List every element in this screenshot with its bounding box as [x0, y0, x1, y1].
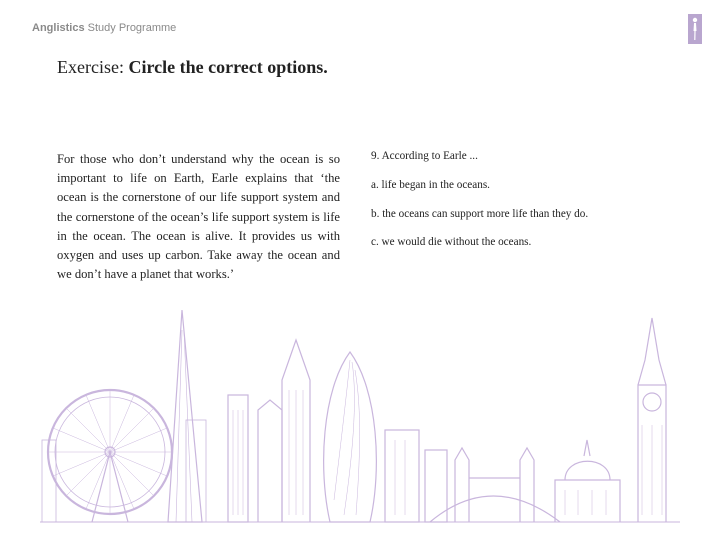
clock-tower-icon	[638, 318, 666, 522]
question-stem: 9. According to Earle ...	[371, 150, 478, 162]
london-skyline-illustration	[0, 300, 720, 540]
tower-bridge-icon	[430, 448, 560, 522]
title-prefix: Exercise:	[57, 57, 129, 77]
brand-bold: Anglistics	[32, 22, 85, 34]
exercise-title	[57, 57, 328, 78]
programme-brand	[32, 22, 176, 34]
ferris-wheel-icon	[48, 390, 172, 522]
gherkin-tower-icon	[324, 352, 377, 522]
option-c[interactable]: c. we would die without the oceans.	[371, 236, 532, 248]
brand-rest: Study Programme	[84, 22, 177, 34]
dome-cathedral-icon	[555, 440, 620, 522]
shard-tower-icon	[168, 310, 202, 522]
option-b[interactable]: b. the oceans can support more life than they do.	[371, 208, 589, 220]
title-instruction: Circle the correct options.	[128, 57, 328, 77]
figure-logo-icon	[688, 14, 702, 44]
reading-passage: For those who don’t understand why the ocean is so important to life on Earth, Earle explains that ‘the ocean is the cornerstone of our life support system and the cornerstone of the ocean’s life support system is life in the ocean. The ocean is alive. It provides us with oxygen and uses up carbon. Take away the ocean and we don’t have a planet that works.’	[57, 152, 340, 282]
option-a[interactable]: a. life began in the oceans.	[371, 179, 490, 191]
